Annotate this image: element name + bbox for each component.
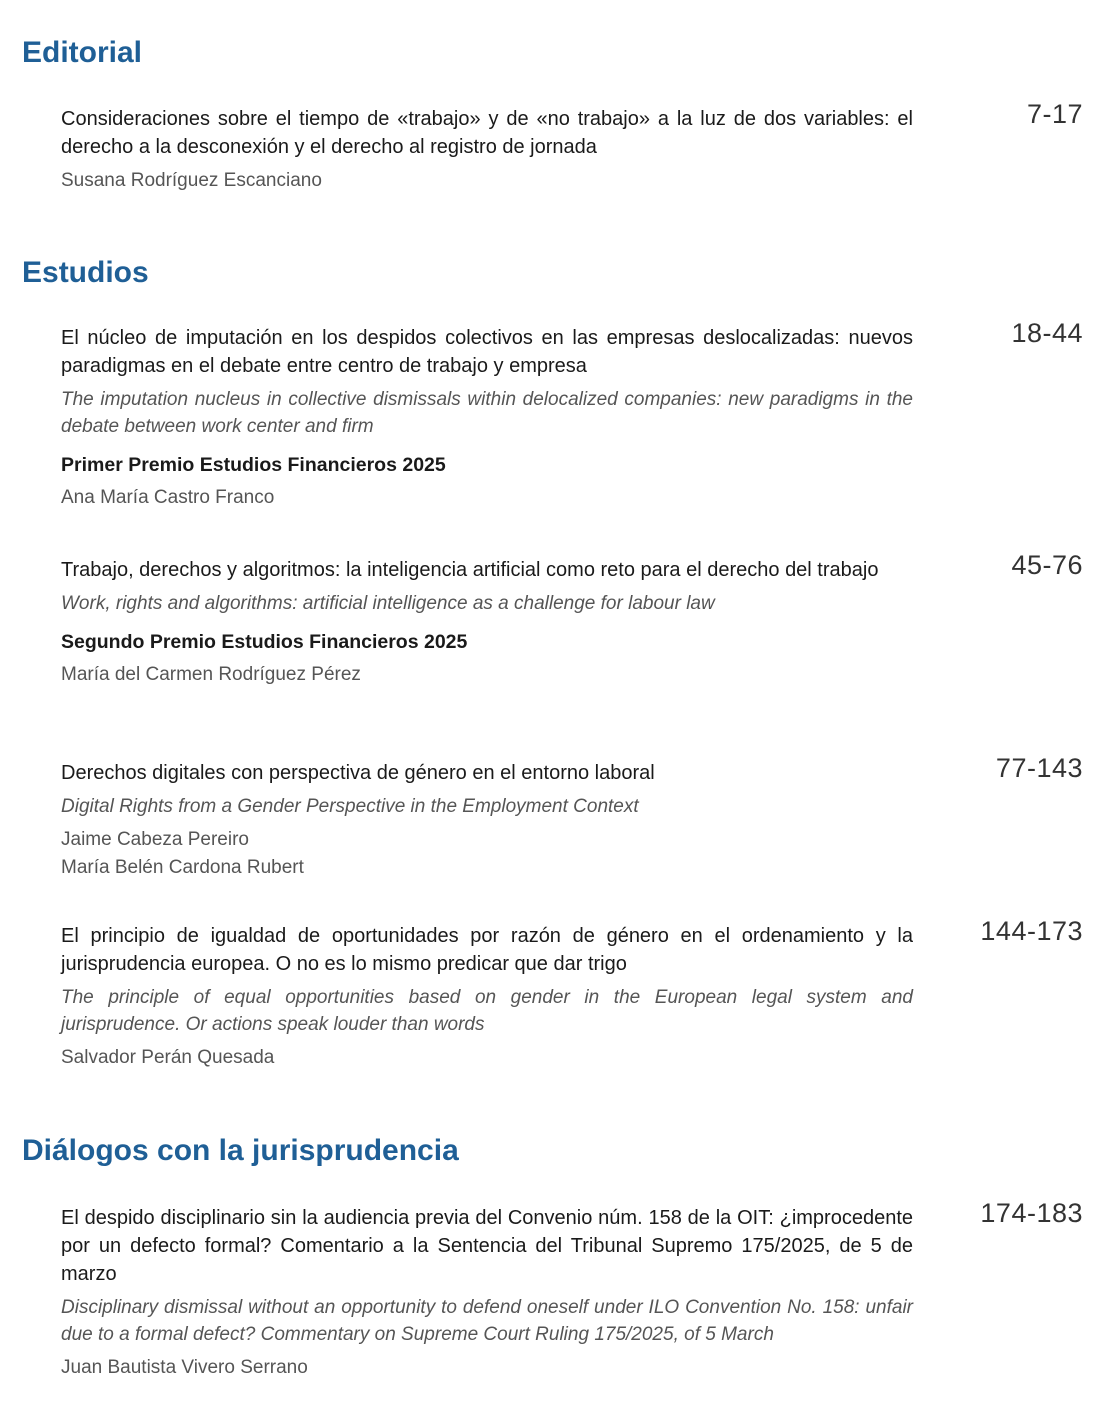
award-label: Primer Premio Estudios Financieros 2025 xyxy=(61,454,446,476)
article-subtitle-en: Digital Rights from a Gender Perspective in the Employment Context xyxy=(61,796,639,817)
article-author: Susana Rodríguez Escanciano xyxy=(61,170,322,191)
article-title[interactable]: El núcleo de imputación en los despidos colectivos en las empresas deslocalizadas: nuevos paradigmas en el debate entre centro de trabajo y empresa xyxy=(61,327,913,377)
page-range[interactable]: 7-17 xyxy=(1026,99,1083,129)
section-title-estudios: Estudios xyxy=(22,256,149,289)
article-author: Ana María Castro Franco xyxy=(61,487,275,508)
page-range[interactable]: 18-44 xyxy=(1011,318,1083,348)
section-title-dialogos: Diálogos con la jurisprudencia xyxy=(22,1134,459,1167)
article-subtitle-en: Work, rights and algorithms: artificial intelligence as a challenge for labour law xyxy=(61,593,715,614)
article-author: María Belén Cardona Rubert xyxy=(61,857,304,878)
toc-entry[interactable] xyxy=(61,1198,1101,1382)
page-range[interactable]: 174-183 xyxy=(980,1198,1083,1228)
article-title[interactable]: Derechos digitales con perspectiva de género en el entorno laboral xyxy=(61,762,655,784)
article-title[interactable]: El despido disciplinario sin la audiencia previa del Convenio núm. 158 de la OIT: ¿improcedente por un defecto formal? Comentario a la Sentencia del Tribunal Supremo 175/2025, de 5 de marzo xyxy=(61,1207,913,1285)
article-author: María del Carmen Rodríguez Pérez xyxy=(61,664,361,685)
award-label: Segundo Premio Estudios Financieros 2025 xyxy=(61,631,468,653)
toc-entry[interactable] xyxy=(61,753,1101,882)
page-range[interactable]: 77-143 xyxy=(995,753,1083,783)
toc-entry[interactable] xyxy=(61,550,1101,689)
article-title[interactable]: Consideraciones sobre el tiempo de «trabajo» y de «no trabajo» a la luz de dos variables: el derecho a la desconexión y el derecho al registro de jornada xyxy=(61,108,913,158)
article-title[interactable]: El principio de igualdad de oportunidades por razón de género en el ordenamiento y la jurisprudencia europea. O no es lo mismo predicar que dar trigo xyxy=(61,925,913,975)
page-range[interactable]: 45-76 xyxy=(1011,550,1083,580)
article-author: Juan Bautista Vivero Serrano xyxy=(61,1357,308,1378)
toc-entry[interactable] xyxy=(61,318,1101,512)
page-range[interactable]: 144-173 xyxy=(980,916,1083,946)
article-author: Jaime Cabeza Pereiro xyxy=(61,829,249,850)
article-subtitle-en: The principle of equal opportunities based on gender in the European legal system and jurisprudence. Or actions speak louder than words xyxy=(61,987,913,1035)
article-subtitle-en: Disciplinary dismissal without an opportunity to defend oneself under ILO Convention No. 158: unfair due to a formal defect? Commentary on Supreme Court Ruling 175/2025, of 5 March xyxy=(61,1297,913,1345)
article-title[interactable]: Trabajo, derechos y algoritmos: la inteligencia artificial como reto para el derecho del trabajo xyxy=(61,559,879,581)
article-subtitle-en: The imputation nucleus in collective dismissals within delocalized companies: new paradigms in the debate between work center and firm xyxy=(61,389,913,437)
toc-entry[interactable] xyxy=(61,916,1101,1072)
section-title-editorial: Editorial xyxy=(22,36,143,69)
toc-entry[interactable] xyxy=(61,99,1101,195)
article-author: Salvador Perán Quesada xyxy=(61,1047,275,1068)
